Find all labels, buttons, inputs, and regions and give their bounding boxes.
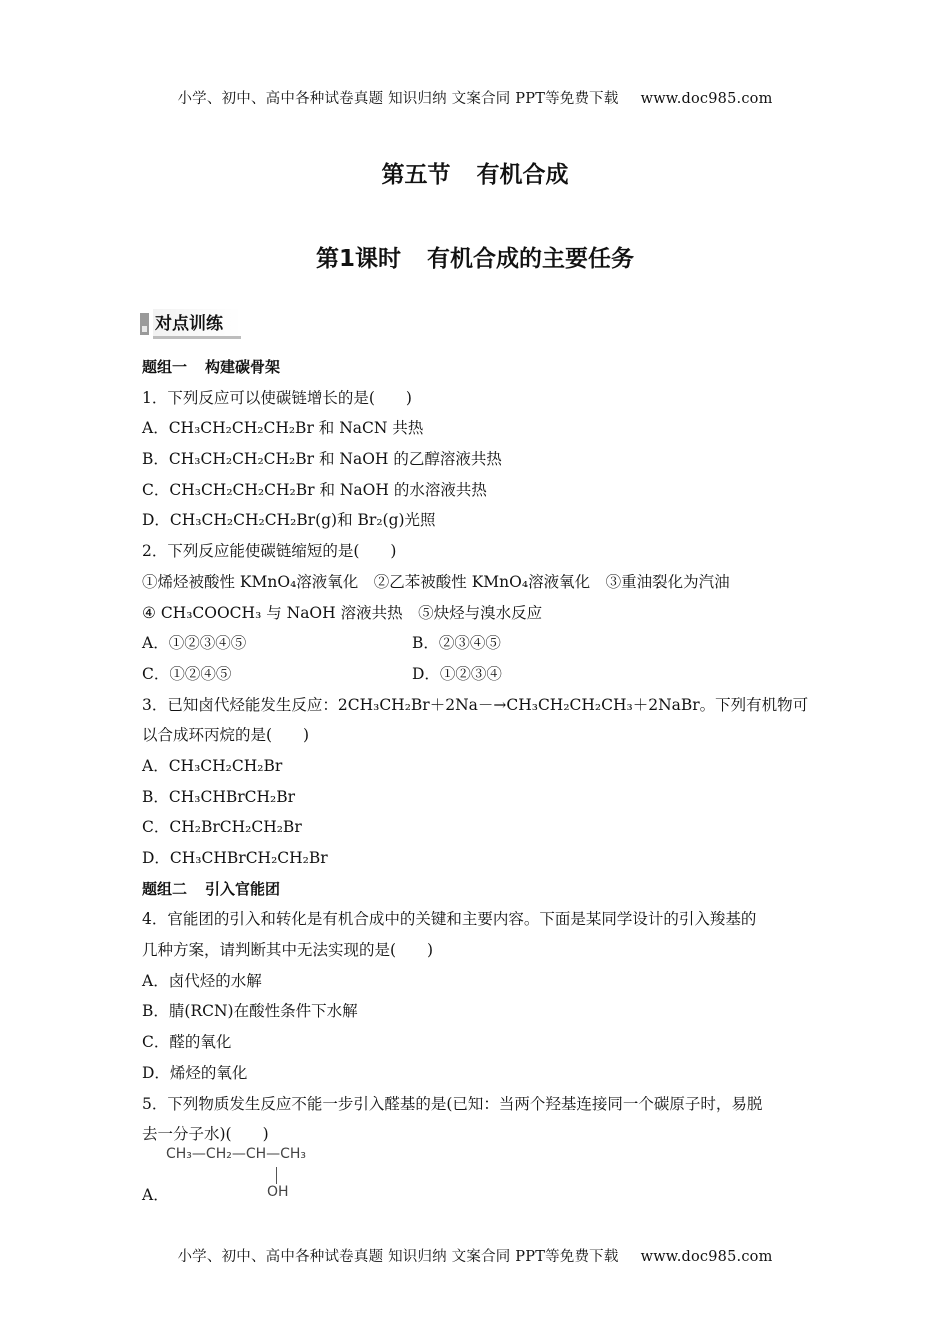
q1-option-b: B．CH₃CH₂CH₂CH₂Br 和 NaOH 的乙醇溶液共热 — [142, 450, 502, 469]
footer-text: 小学、初中、高中各种试卷真题 知识归纳 文案合同 PPT等免费下载 — [177, 1249, 619, 1265]
q2-option-d: D．①②③④ — [412, 664, 502, 683]
section-label: 对点训练 — [153, 309, 241, 339]
title-section: 第五节 — [381, 162, 451, 188]
q5-stem-1: 5．下列物质发生反应不能一步引入醛基的是(已知：当两个羟基连接同一个碳原子时，易脱 — [142, 1094, 763, 1113]
q3-stem-2: 以合成环丙烷的是( ) — [142, 726, 310, 745]
header-text: 小学、初中、高中各种试卷真题 知识归纳 文案合同 PPT等免费下载 — [177, 91, 619, 107]
title-topic: 有机合成 — [476, 162, 569, 188]
group-heading-1: 题组一 构建碳骨架 — [142, 358, 281, 376]
q1-stem: 1．下列反应可以使碳链增长的是( ) — [142, 388, 412, 407]
q1-option-c: C．CH₃CH₂CH₂CH₂Br 和 NaOH 的水溶液共热 — [142, 480, 487, 499]
page-footer — [0, 1245, 950, 1266]
q4-option-c: C．醛的氧化 — [142, 1033, 232, 1052]
q3-option-a: A．CH₃CH₂CH₂Br — [142, 756, 283, 775]
footer-url[interactable]: www.doc985.com — [640, 1249, 773, 1265]
q4-stem-1: 4．官能团的引入和转化是有机合成中的关键和主要内容。下面是某同学设计的引入羧基的 — [142, 910, 757, 929]
page-title — [0, 156, 950, 189]
q2-options-row-1 — [142, 628, 812, 659]
page-header — [0, 87, 950, 108]
q2-option-a: A．①②③④⑤ — [142, 634, 247, 653]
q4-option-b: B．腈(RCN)在酸性条件下水解 — [142, 1002, 358, 1021]
q4-stem-2: 几种方案，请判断其中无法实现的是( ) — [142, 941, 434, 960]
q3-option-b: B．CH₃CHBrCH₂Br — [142, 787, 296, 806]
q5-option-a-structure — [166, 1146, 356, 1204]
q4-option-d: D．烯烃的氧化 — [142, 1063, 248, 1082]
q5-option-a-label: A． — [142, 1186, 169, 1204]
q2-option-c: C．①②④⑤ — [142, 664, 232, 683]
section-heading — [140, 311, 241, 337]
header-url[interactable]: www.doc985.com — [640, 91, 773, 107]
q2-items-2: ④ CH₃COOCH₃ 与 NaOH 溶液共热 ⑤炔烃与溴水反应 — [142, 603, 543, 622]
q2-options-row-2 — [142, 659, 812, 690]
section-marker-icon — [140, 313, 149, 335]
q3-stem-1: 3．已知卤代烃能发生反应：2CH₃CH₂Br＋2Na－→CH₃CH₂CH₂CH₃＋2NaBr。下列有机物可 — [142, 695, 809, 714]
q1-option-a: A．CH₃CH₂CH₂CH₂Br 和 NaCN 共热 — [142, 419, 424, 438]
q3-option-c: C．CH₂BrCH₂CH₂Br — [142, 818, 302, 837]
q1-option-d: D．CH₃CH₂CH₂CH₂Br(g)和 Br₂(g)光照 — [142, 511, 436, 530]
exercise-content — [142, 352, 812, 1150]
q2-stem: 2．下列反应能使碳链缩短的是( ) — [142, 542, 397, 561]
group-heading-2: 题组二 引入官能团 — [142, 879, 281, 898]
q4-option-a: A．卤代烃的水解 — [142, 971, 262, 990]
structure-hydroxyl: OH — [267, 1184, 289, 1200]
structure-chain: CH₃—CH₂—CH—CH₃ — [166, 1146, 307, 1162]
q3-option-d: D．CH₃CHBrCH₂CH₂Br — [142, 849, 328, 867]
structure-bond — [276, 1167, 277, 1184]
lesson-topic: 有机合成的主要任务 — [427, 246, 634, 272]
q2-option-b: B．②③④⑤ — [412, 634, 501, 653]
lesson-number: 第1课时 — [315, 246, 401, 272]
lesson-title — [0, 240, 950, 273]
q2-items-1: ①烯烃被酸性 KMnO₄溶液氧化 ②乙苯被酸性 KMnO₄溶液氧化 ③重油裂化为汽油 — [142, 572, 730, 591]
q5-stem-2: 去一分子水)( ) — [142, 1125, 269, 1144]
